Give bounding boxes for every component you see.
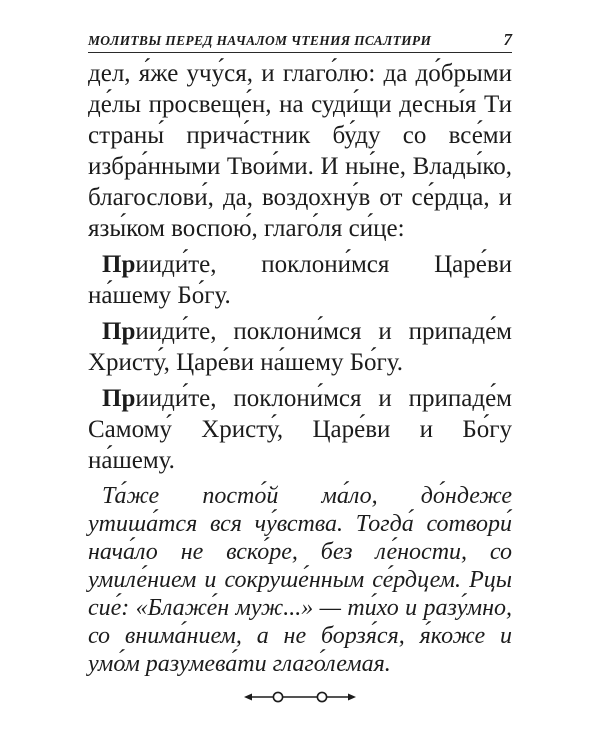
prayer-initial: Пр — [102, 385, 136, 412]
paragraph-continuation: дел, я́же учу́ся, и глаго́лю: да до́брыми де́лы просвеще́н, на суди́щи десны́я Ти страны́ прича́стник бу́ду со все́ми избра́нными Твои́ми. И ны́не, Влады́ко, благослови́, да, воздохну́в от се́рдца, и язы́ком воспою́, глаго́ля си́це: — [88, 60, 512, 242]
prayer-paragraph — [88, 316, 512, 378]
prayer-initial: Пр — [102, 251, 136, 278]
body-text — [88, 58, 512, 678]
header-title: МОЛИТВЫ ПЕРЕД НАЧАЛОМ ЧТЕНИЯ ПСАЛТИРИ — [88, 33, 432, 48]
prayer-text: ииди́те, поклони́мся и припаде́м Христу́, Царе́ви на́шему Бо́гу. — [88, 318, 512, 376]
instruction-paragraph: Та́же посто́й ма́ло, до́ндеже утиша́тся вся чу́вства. Тогда́ сотвори́ нача́ло не вско́ре, без ле́ности, со умиле́нием и сокруше́нным се́рдцем. Рцы сие́: «Блаже́н муж...» — ти́хо и разу́мно, со внима́нием, а не борзя́ся, я́коже и умо́м разумева́ти глаго́лемая. — [88, 483, 512, 677]
running-header — [88, 26, 512, 53]
prayer-paragraph — [88, 249, 512, 311]
prayer-initial: Пр — [102, 318, 136, 345]
ornament-divider-icon — [244, 690, 356, 704]
prayer-text: ииди́те, поклони́мся Царе́ви на́шему Бо́гу. — [88, 251, 512, 309]
prayer-text: ииди́те, поклони́мся и припаде́м Самому́ Христу́, Царе́ви и Бо́гу на́шему. — [88, 385, 512, 474]
prayer-paragraph — [88, 383, 512, 476]
page-number: 7 — [503, 30, 512, 49]
